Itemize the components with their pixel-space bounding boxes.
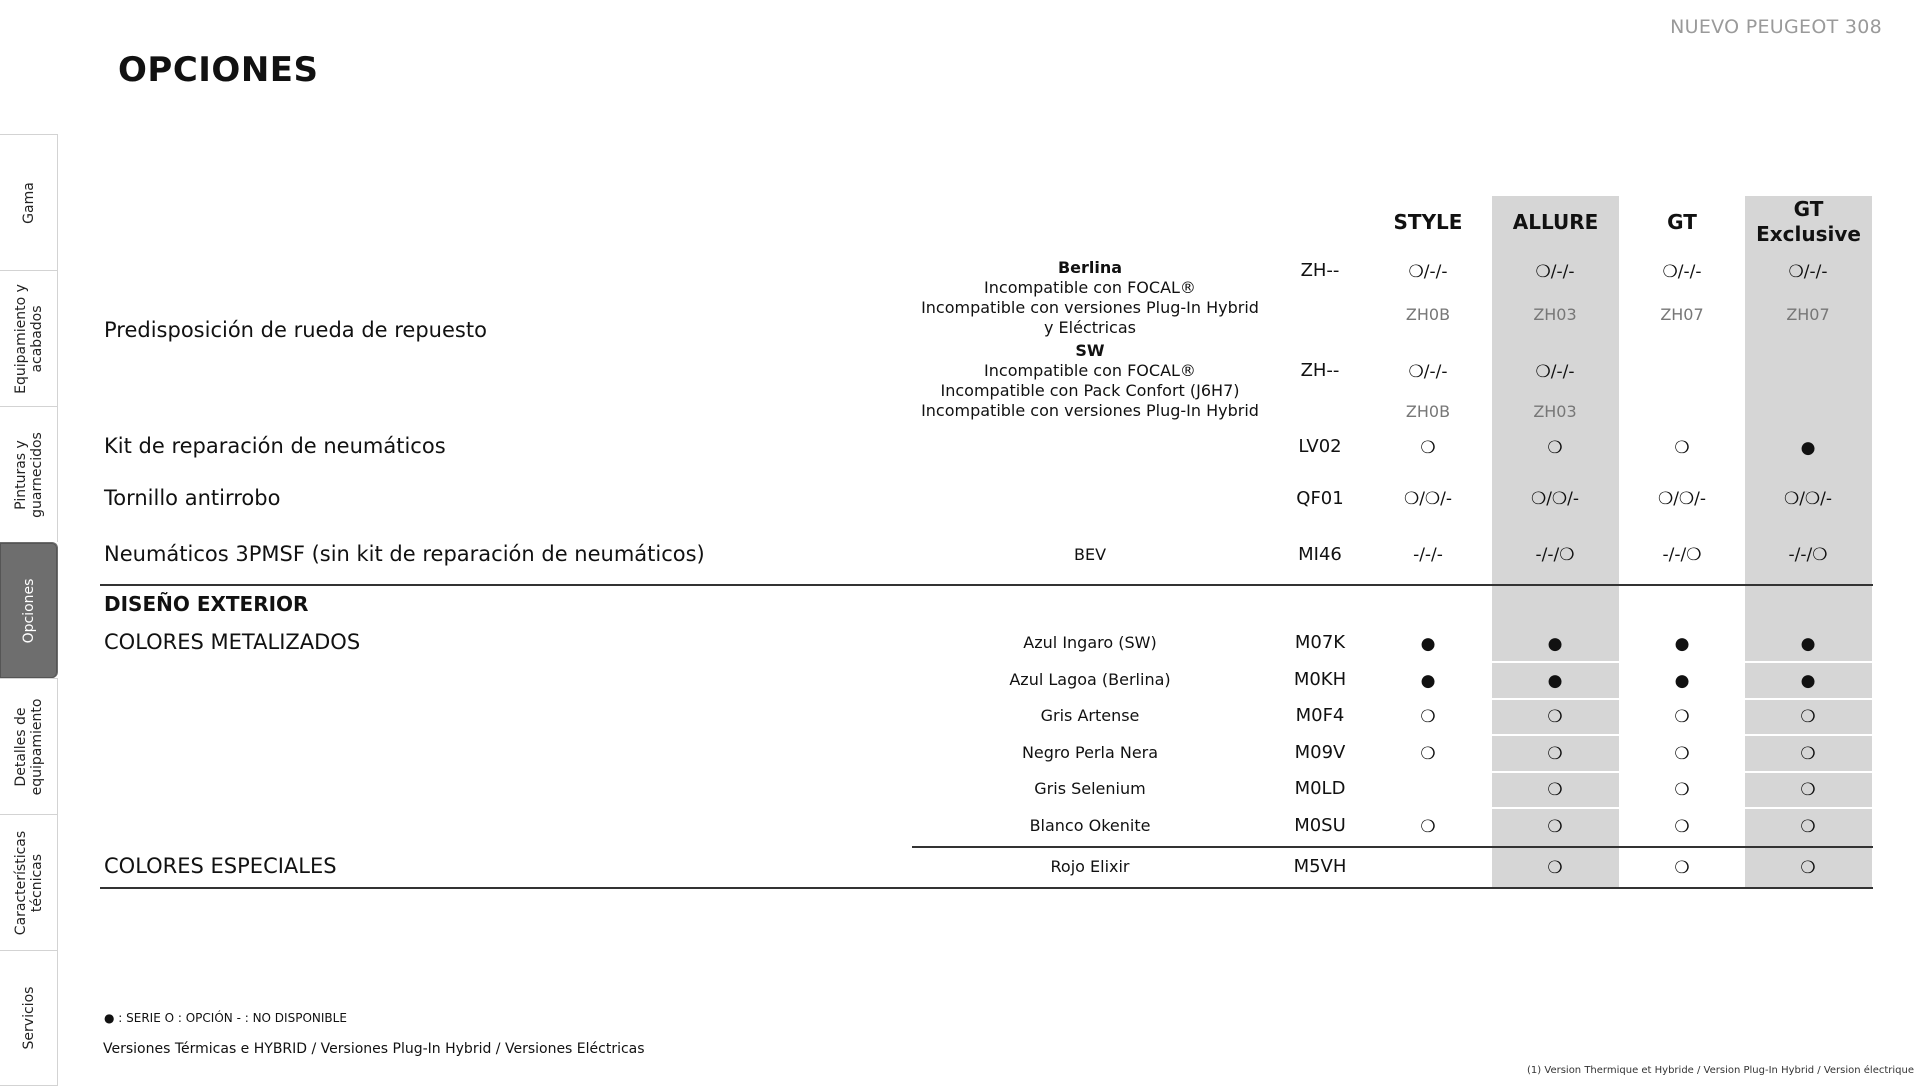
tab-detalles[interactable] — [0, 678, 58, 814]
cell-m0ld-gt: ❍ — [1674, 780, 1690, 800]
cell-m5vh-allure: ❍ — [1547, 858, 1563, 878]
condition-note: Incompatible con FOCAL® — [984, 278, 1196, 297]
cell-repair-kit-gt-exclusive: ● — [1800, 438, 1816, 458]
cell-m0kh-allure: ● — [1547, 671, 1563, 691]
cell-m0kh-gt-exclusive: ● — [1800, 671, 1816, 691]
color-code: M0KH — [1293, 669, 1347, 690]
column-header-gt: GT — [1667, 210, 1697, 234]
tab-servicios[interactable] — [0, 950, 58, 1086]
cell-m07k-gt: ● — [1674, 634, 1690, 654]
section-divider — [100, 584, 1873, 586]
sub-code-berlina-style: ZH0B — [1405, 305, 1451, 324]
row-separator — [1745, 661, 1872, 663]
row-label-repair-kit: Kit de reparación de neumáticos — [104, 434, 446, 458]
spare-wheel-sw-conditions — [905, 341, 1275, 421]
cell-m09v-gt: ❍ — [1674, 744, 1690, 764]
cell-m0su-gt: ❍ — [1674, 817, 1690, 837]
tab-label: Opciones — [20, 578, 37, 643]
row-separator — [1745, 734, 1872, 736]
row-label-spare-wheel: Predisposición de rueda de repuesto — [104, 318, 487, 342]
section-title-exterior: DISEÑO EXTERIOR — [104, 592, 309, 616]
code-antitheft: QF01 — [1296, 488, 1344, 509]
color-code: M0LD — [1294, 778, 1346, 799]
cell-m07k-allure: ● — [1547, 634, 1563, 654]
cell-repair-kit-gt: ❍ — [1674, 438, 1690, 458]
color-name: Blanco Okenite — [1029, 816, 1151, 835]
color-name: Rojo Elixir — [1050, 857, 1130, 876]
berlina-title: Berlina — [1057, 258, 1123, 277]
code-sw: ZH-- — [1300, 360, 1340, 381]
column-header-allure: ALLURE — [1512, 210, 1599, 234]
cell-tyres-allure: -/-/❍ — [1535, 545, 1575, 565]
color-code: M0F4 — [1295, 705, 1345, 726]
sub-code-berlina-gt: ZH07 — [1660, 305, 1704, 324]
sub-code-berlina-gt-exclusive: ZH07 — [1786, 305, 1830, 324]
brand-label: NUEVO PEUGEOT 308 — [1670, 16, 1882, 38]
spare-wheel-berlina-conditions — [905, 258, 1275, 338]
cell-antitheft-style: ❍/❍/- — [1403, 489, 1453, 509]
cell-m0f4-gt-exclusive: ❍ — [1800, 707, 1816, 727]
color-code: M07K — [1294, 632, 1346, 653]
cell-berlina-allure: ❍/-/- — [1535, 262, 1575, 282]
cell-m07k-gt-exclusive: ● — [1800, 634, 1816, 654]
special-divider — [912, 846, 1873, 848]
version-note: (1) Version Thermique et Hybride / Version Plug-In Hybrid / Version électrique — [1527, 1065, 1914, 1076]
sub-code-sw-allure: ZH03 — [1533, 402, 1577, 421]
color-name: Azul Lagoa (Berlina) — [1009, 670, 1171, 689]
condition-note: Incompatible con Pack Confort (J6H7) — [940, 381, 1240, 400]
cell-antitheft-gt: ❍/❍/- — [1657, 489, 1707, 509]
cell-m0ld-gt-exclusive: ❍ — [1800, 780, 1816, 800]
condition-note: Incompatible con FOCAL® — [984, 361, 1196, 380]
cell-sw-allure: ❍/-/- — [1535, 362, 1575, 382]
cell-m0kh-gt: ● — [1674, 671, 1690, 691]
cell-m0f4-allure: ❍ — [1547, 707, 1563, 727]
sub-code-berlina-allure: ZH03 — [1533, 305, 1577, 324]
sub-code-sw-style: ZH0B — [1405, 402, 1451, 421]
cell-m0su-style: ❍ — [1420, 817, 1436, 837]
column-header-style: STYLE — [1393, 210, 1463, 234]
cell-m0ld-allure: ❍ — [1547, 780, 1563, 800]
cell-m07k-style: ● — [1420, 634, 1436, 654]
cell-m0su-allure: ❍ — [1547, 817, 1563, 837]
tab-gama[interactable] — [0, 134, 58, 270]
color-name: Gris Selenium — [1034, 779, 1146, 798]
code-repair-kit: LV02 — [1298, 436, 1342, 457]
color-code: M0SU — [1294, 815, 1346, 836]
color-name: Negro Perla Nera — [1021, 743, 1159, 762]
cell-tyres-gt-exclusive: -/-/❍ — [1788, 545, 1828, 565]
special-colors-title: COLORES ESPECIALES — [104, 854, 337, 878]
color-code: M5VH — [1293, 856, 1347, 877]
tab-label: Servicios — [20, 986, 37, 1050]
tyres-condition: BEV — [1073, 545, 1107, 564]
condition-note: Incompatible con versiones Plug-In Hybrid — [921, 298, 1259, 317]
cell-m09v-allure: ❍ — [1547, 744, 1563, 764]
cell-m0f4-gt: ❍ — [1674, 707, 1690, 727]
legend: ● : SERIE O : OPCIÓN - : NO DISPONIBLE — [104, 1011, 347, 1025]
color-name: Gris Artense — [1040, 706, 1140, 725]
cell-tyres-style: -/-/- — [1413, 545, 1443, 565]
color-code: M09V — [1294, 742, 1346, 763]
tab-equipamiento[interactable] — [0, 270, 58, 406]
sidebar-tabs — [0, 134, 58, 1086]
row-label-antitheft: Tornillo antirrobo — [104, 486, 281, 510]
row-separator — [1492, 734, 1619, 736]
row-label-tyres: Neumáticos 3PMSF (sin kit de reparación de neumáticos) — [104, 542, 705, 566]
cell-m09v-gt-exclusive: ❍ — [1800, 744, 1816, 764]
row-separator — [1492, 661, 1619, 663]
tab-label: Pinturas y guarnecidos — [12, 431, 45, 518]
cell-tyres-gt: -/-/❍ — [1662, 545, 1702, 565]
cell-m5vh-gt: ❍ — [1674, 858, 1690, 878]
condition-note: Incompatible con versiones Plug-In Hybrid — [921, 401, 1259, 420]
page-title: OPCIONES — [118, 50, 319, 90]
condition-note: y Eléctricas — [1044, 318, 1136, 337]
tab-label: Detalles de equipamiento — [12, 698, 45, 795]
tab-opciones[interactable] — [0, 542, 58, 678]
sw-title: SW — [1075, 341, 1105, 360]
tab-label: Equipamiento y acabados — [12, 283, 45, 394]
footnote: Versiones Térmicas e HYBRID / Versiones Plug-In Hybrid / Versiones Eléctricas — [103, 1041, 645, 1057]
cell-repair-kit-allure: ❍ — [1547, 438, 1563, 458]
cell-berlina-gt-exclusive: ❍/-/- — [1788, 262, 1828, 282]
cell-m0f4-style: ❍ — [1420, 707, 1436, 727]
cell-m09v-style: ❍ — [1420, 744, 1436, 764]
tab-label: Gama — [20, 181, 37, 224]
table-bottom-line — [100, 887, 1873, 889]
cell-sw-style: ❍/-/- — [1408, 362, 1448, 382]
color-name: Azul Ingaro (SW) — [1023, 633, 1157, 652]
row-separator — [1745, 807, 1872, 809]
cell-berlina-gt: ❍/-/- — [1662, 262, 1702, 282]
cell-m5vh-gt-exclusive: ❍ — [1800, 858, 1816, 878]
cell-m0su-gt-exclusive: ❍ — [1800, 817, 1816, 837]
row-separator — [1492, 771, 1619, 773]
metallic-colors-title: COLORES METALIZADOS — [104, 630, 361, 654]
row-separator — [1492, 807, 1619, 809]
row-separator — [1745, 698, 1872, 700]
cell-antitheft-allure: ❍/❍/- — [1530, 489, 1580, 509]
cell-repair-kit-style: ❍ — [1420, 438, 1436, 458]
tab-label: Características técnicas — [12, 830, 45, 935]
cell-antitheft-gt-exclusive: ❍/❍/- — [1783, 489, 1833, 509]
row-separator — [1492, 698, 1619, 700]
code-tyres: MI46 — [1298, 544, 1342, 565]
row-separator — [1745, 771, 1872, 773]
tab-pinturas[interactable] — [0, 406, 58, 542]
cell-berlina-style: ❍/-/- — [1408, 262, 1448, 282]
column-header-gt-exclusive: GT Exclusive — [1756, 197, 1861, 246]
tab-caracteristicas[interactable] — [0, 814, 58, 950]
code-berlina: ZH-- — [1300, 260, 1340, 281]
cell-m0kh-style: ● — [1420, 671, 1436, 691]
